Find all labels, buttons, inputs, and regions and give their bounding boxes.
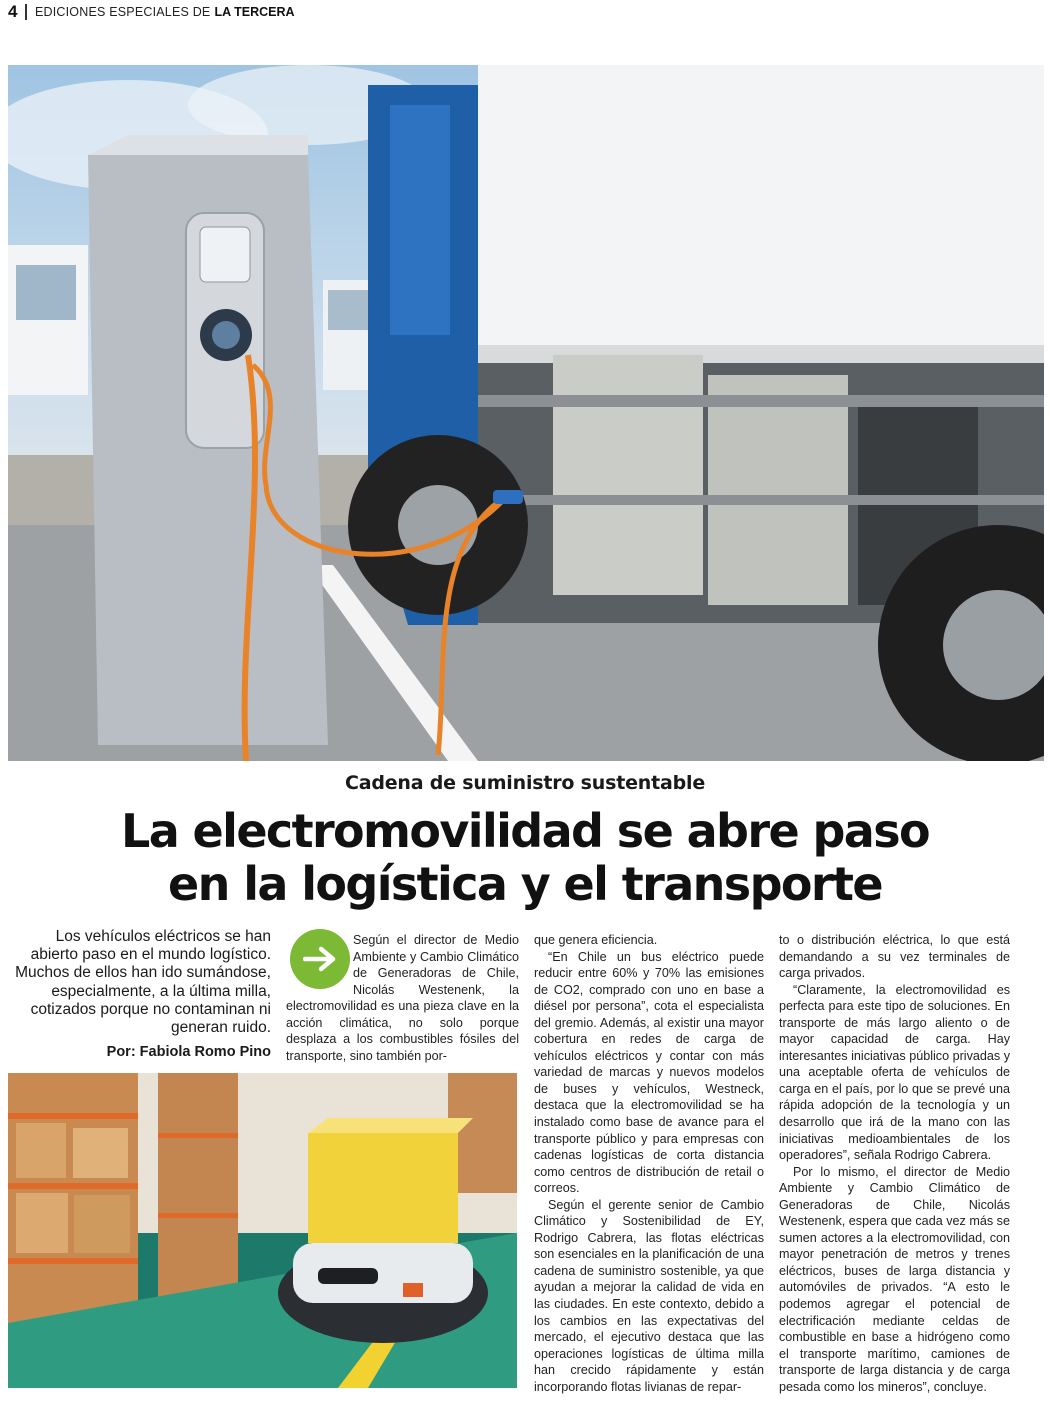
paragraph: to o distribución eléctrica, lo que está demandando a su vez terminales de carga privados. [779, 933, 1010, 981]
paragraph: Por lo mismo, el director de Medio Ambiente y Cambio Climático de Generadoras de Chile, Nicolás Westenenk, espera que cada vez más se sumen actores a la electromovilidad, con mayor penetración de metros y trenes eléctricos, buses de larga distancia y automóviles de privados. “A esto le podemos agregar el potencial de electrificación mediante celdas de combustible en base a hidrógeno como el transporte marítimo, camiones de transporte de larga distancia y de carga pesada como los mineros”, concluye. [779, 1164, 1010, 1394]
paragraph: “Claramente, la electromovilidad es perfecta para este tipo de soluciones. En transporte de más largo aliento o de mayor capacidad de carga. Hay interesantes iniciativas público privadas y una aceptable oferta de vehículos de carga en el país, por lo que se prevé una rápida adopción de la tecnología y un desarrollo que irá de la mano con las iniciativas medioambientales de los operadores”, señala Rodrigo Cabrera. [779, 982, 1011, 1163]
edition-label: EDICIONES ESPECIALES DE [34, 5, 211, 19]
warehouse-image [8, 1073, 517, 1388]
paragraph: Según el gerente senior de Cambio Climático y Sostenibilidad de EY, Rodrigo Cabrera, las flotas eléctricas son esenciales en la planificación de una cadena de suministro sostenible, ya que ayudan a mejorar la calidad de vida en las ciudades. En este contexto, debido a los cambios en las expectativas del mercado, el ejecutivo destaca que las operaciones logísticas de última milla han crecido rápidamente y están incorporando flotas livianas de repar- [534, 1197, 764, 1394]
header-divider [25, 4, 27, 20]
article-headline [0, 805, 1050, 911]
hero-image [8, 65, 1044, 761]
paragraph: que genera eficiencia. [534, 933, 658, 947]
article-lead: Los vehículos eléctricos se han abierto paso en el mundo logístico. Muchos de ellos han ido sumándose, especialmente, a la última milla, cotizados porque no contaminan ni generan ruido. [15, 928, 271, 1037]
article-kicker: Cadena de suministro sustentable [344, 772, 706, 794]
article-column-2 [534, 932, 764, 1395]
article-byline: Por: Fabiola Romo Pino [106, 1044, 271, 1060]
headline-line-1: La electromovilidad se abre paso [120, 804, 930, 858]
article-column-3 [779, 932, 1010, 1395]
headline-line-2: en la logística y el transporte [168, 857, 882, 911]
masthead: LA TERCERA [214, 5, 295, 19]
paragraph: “En Chile un bus eléctrico puede reducir entre 60% y 70% las emisiones de CO2, comprado con uno en base a diésel por persona”, cota el especialista del gremio. Además, al existir una mayor cobertura en redes de carga de vehículos eléctricos y contar con más variedad de marcas y nuevos modelos de buses y vehículos, Westneck, destaca que la electromovilidad se ha instalado como base de avance para el transporte público y para empresas con cadenas logísticas de corta distancia como centros de distribución de retail o correos. [534, 949, 764, 1196]
electric-truck-charging-photo [8, 65, 1044, 761]
page-number: 4 [8, 2, 18, 21]
page-header [8, 2, 295, 22]
warehouse-robot-photo [8, 1073, 517, 1388]
article-column-1 [286, 932, 519, 1064]
paragraph: Según el director de Medio Ambiente y Cambio Climático de Generadoras de Chile, Nicolás Westenenk, la electromovilidad es una pieza clave en la acción climática, no solo porque desplaza a los combustibles fósiles del transporte, sino también por- [286, 933, 519, 1063]
